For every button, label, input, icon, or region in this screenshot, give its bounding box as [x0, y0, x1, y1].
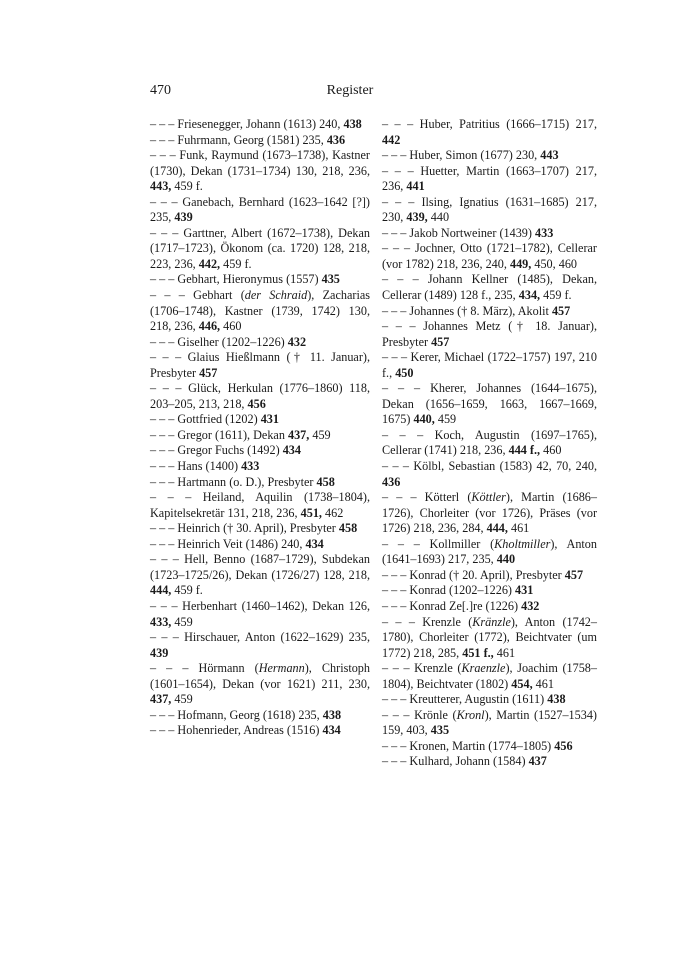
index-entry: – – – Gregor Fuchs (1492) 434 [150, 443, 301, 458]
index-entry: – – – Kulhard, Johann (1584) 437 [382, 754, 547, 769]
index-entry: – – – Friesenegger, Johann (1613) 240, 438 [150, 117, 362, 131]
index-entry: – – – Kötterl (Köttler), Martin (1686–1726), Chorleiter (vor 1726), Präses (vor 1726) 218, 236, 284, 444, 461 [382, 490, 597, 536]
index-entry: – – – Hohenrieder, Andreas (1516) 434 [150, 723, 341, 738]
index-entry: – – – Gottfried (1202) 431 [150, 412, 279, 427]
index-entry: – – – Konrad Ze[.]re (1226) 432 [382, 598, 540, 613]
index-entry: – – – Funk, Raymund (1673–1738), Kastner (1730), Dekan (1731–1734) 130, 218, 236, 443, 459 f. [150, 148, 370, 194]
running-title: Register [326, 83, 374, 98]
index-entry: – – – Huber, Simon (1677) 230, 443 [382, 148, 559, 163]
index-entry: – – – Kölbl, Sebastian (1583) 42, 70, 240, 436 [382, 459, 597, 489]
index-entry: – – – Giselher (1202–1226) 432 [150, 334, 307, 349]
index-entry: – – – Kollmiller (Kholtmiller), Anton (1641–1693) 217, 235, 440 [382, 536, 597, 567]
index-entry: – – – Glück, Herkulan (1776–1860) 118, 203–205, 213, 218, 456 [150, 381, 370, 411]
page-number: 470 [150, 83, 171, 98]
index-entry: – – – Krönle (Kronl), Martin (1527–1534) 159, 403, 435 [382, 707, 597, 738]
index-entry: – – – Fuhrmann, Georg (1581) 235, 436 [150, 132, 346, 147]
index-entry: – – – Gregor (1611), Dekan 437, 459 [150, 427, 331, 442]
index-entry: – – – Hans (1400) 433 [150, 459, 260, 474]
index-entry: – – – Kherer, Johannes (1644–1675), Dekan (1656–1659, 1663, 1667–1669, 1675) 440, 459 [382, 381, 597, 427]
index-entry: – – – Hirschauer, Anton (1622–1629) 235, 439 [150, 630, 370, 660]
index-entry: – – – Hartmann (o. D.), Presbyter 458 [150, 474, 335, 489]
index-entry: – – – Kreutterer, Augustin (1611) 438 [382, 692, 566, 707]
index-entry: – – – Johannes Metz († 18. Januar), Presbyter 457 [382, 319, 597, 349]
index-column-right [382, 117, 597, 770]
index-entry: – – – Hofmann, Georg (1618) 235, 438 [150, 707, 342, 722]
index-entry: – – – Huber, Patritius (1666–1715) 217, 442 [382, 117, 597, 147]
index-entry: – – – Ganebach, Bernhard (1623–1642 [?]) 235, 439 [150, 194, 370, 225]
index-entry: – – – Krenzle (Kraenzle), Joachim (1758–1804), Beichtvater (1802) 454, 461 [382, 661, 597, 691]
index-entry: – – – Herbenhart (1460–1462), Dekan 126, 433, 459 [150, 598, 370, 629]
index-entry: – – – Konrad (1202–1226) 431 [382, 583, 534, 598]
index-entry: – – – Kronen, Martin (1774–1805) 456 [382, 738, 573, 753]
index-entry: – – – Konrad († 20. April), Presbyter 457 [382, 567, 584, 582]
index-entry: – – – Jakob Nortweiner (1439) 433 [382, 225, 554, 240]
index-entry: – – – Jochner, Otto (1721–1782), Cellerar (vor 1782) 218, 236, 240, 449, 450, 460 [382, 241, 597, 271]
index-entry: – – – Garttner, Albert (1672–1738), Dekan (1717–1723), Ökonom (ca. 1720) 128, 218, 223, 236, 442, 459 f. [150, 225, 370, 271]
index-entry: – – – Krenzle (Kränzle), Anton (1742–1780), Chorleiter (1772), Beichtvater (um 1772) 218, 285, 451 f., 461 [382, 614, 597, 660]
page-header [150, 83, 550, 103]
index-entry: – – – Hell, Benno (1687–1729), Subdekan (1723–1725/26), Dekan (1726/27) 128, 218, 444, 459 f. [150, 552, 370, 598]
index-entry: – – – Huetter, Martin (1663–1707) 217, 236, 441 [382, 163, 597, 194]
index-entry: – – – Hörmann (Hermann), Christoph (1601–1654), Dekan (vor 1621) 211, 230, 437, 459 [150, 661, 370, 707]
index-entry: – – – Heinrich († 30. April), Presbyter 458 [150, 521, 358, 536]
index-entry: – – – Glaius Hießlmann († 11. Januar), Presbyter 457 [150, 350, 370, 380]
index-entry: – – – Koch, Augustin (1697–1765), Cellerar (1741) 218, 236, 444 f., 460 [382, 427, 597, 458]
index-column-left [150, 117, 370, 739]
index-entry: – – – Johannes († 8. März), Akolit 457 [382, 303, 571, 318]
index-entry: – – – Gebhart, Hieronymus (1557) 435 [150, 272, 340, 287]
index-entry: – – – Heiland, Aquilin (1738–1804), Kapitelsekretär 131, 218, 236, 451, 462 [150, 490, 370, 520]
index-entry: – – – Heinrich Veit (1486) 240, 434 [150, 536, 324, 551]
index-entry: – – – Johann Kellner (1485), Dekan, Cellerar (1489) 128 f., 235, 434, 459 f. [382, 272, 597, 303]
index-entry: – – – Ilsing, Ignatius (1631–1685) 217, 230, 439, 440 [382, 194, 597, 225]
index-entry: – – – Gebhart (der Schraid), Zacharias (1706–1748), Kastner (1739, 1742) 130, 218, 236, 446, 460 [150, 288, 370, 334]
index-entry: – – – Kerer, Michael (1722–1757) 197, 210 f., 450 [382, 350, 597, 380]
